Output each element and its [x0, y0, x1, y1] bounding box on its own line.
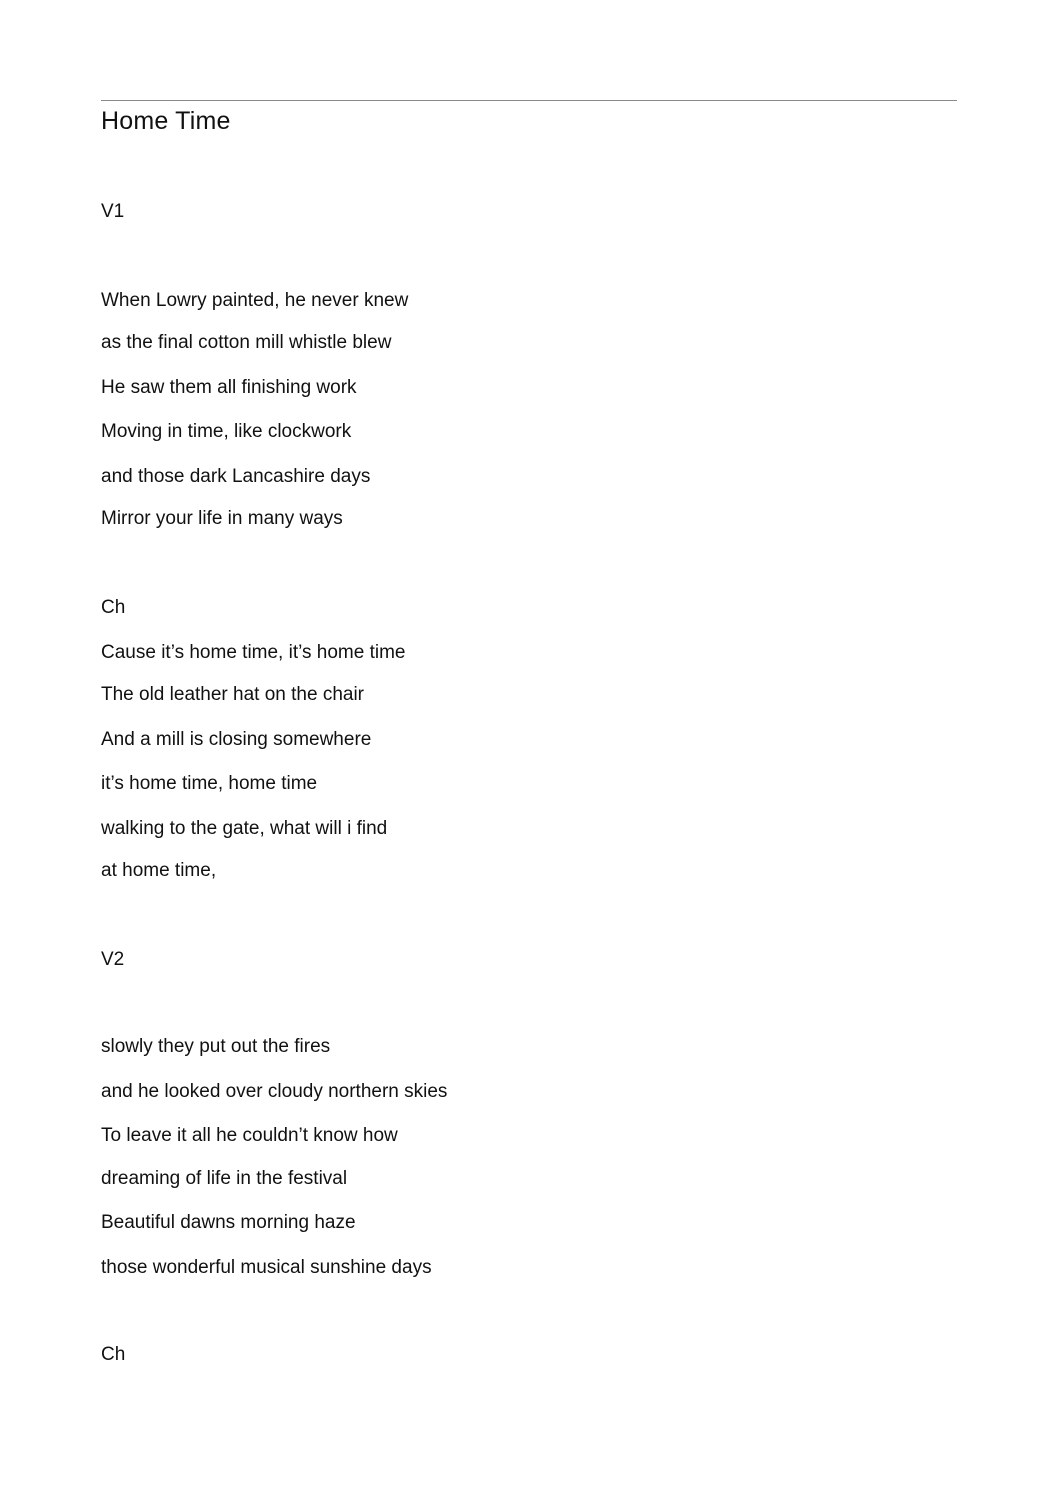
lyric-line: and he looked over cloudy northern skies — [101, 1081, 448, 1102]
lyric-line: Mirror your life in many ways — [101, 508, 343, 529]
section-label-v1: V1 — [101, 201, 125, 222]
lyric-line: walking to the gate, what will i find — [101, 818, 388, 839]
section-label-chorus: Ch — [101, 1344, 126, 1365]
lyric-line: those wonderful musical sunshine days — [101, 1257, 432, 1278]
lyric-line: at home time, — [101, 860, 217, 881]
lyric-line: as the final cotton mill whistle blew — [101, 332, 392, 353]
header-rule — [101, 100, 957, 101]
lyric-line: Beautiful dawns morning haze — [101, 1212, 356, 1233]
section-label-v2: V2 — [101, 949, 125, 970]
lyric-line: dreaming of life in the festival — [101, 1168, 348, 1189]
lyric-line: slowly they put out the fires — [101, 1036, 331, 1057]
lyric-line: He saw them all finishing work — [101, 377, 357, 398]
lyric-line: it’s home time, home time — [101, 773, 318, 794]
lyric-line: Moving in time, like clockwork — [101, 421, 352, 442]
lyric-line: and those dark Lancashire days — [101, 466, 371, 487]
lyric-line: The old leather hat on the chair — [101, 684, 365, 705]
lyric-line: And a mill is closing somewhere — [101, 729, 372, 750]
lyric-line: When Lowry painted, he never knew — [101, 290, 409, 311]
lyric-line: To leave it all he couldn’t know how — [101, 1125, 398, 1146]
page-title: Home Time — [101, 107, 231, 135]
lyric-line: Cause it’s home time, it’s home time — [101, 642, 406, 663]
section-label-chorus: Ch — [101, 597, 126, 618]
